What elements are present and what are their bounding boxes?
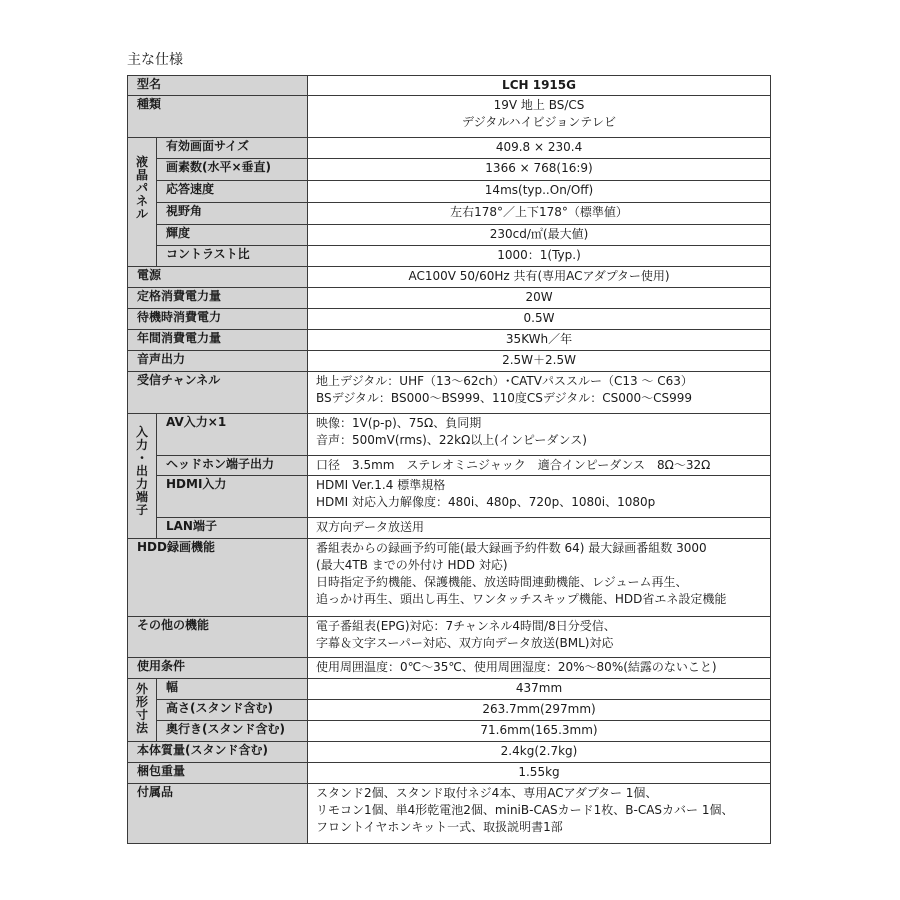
table-row bbox=[128, 351, 771, 372]
value-line: 字幕＆文字スーパー対応、双方向データ放送(BML)対応 bbox=[316, 636, 614, 650]
table-row bbox=[128, 476, 771, 518]
table-row bbox=[128, 539, 771, 617]
table-row bbox=[128, 330, 771, 351]
row-value bbox=[308, 539, 771, 617]
row-value bbox=[308, 96, 771, 138]
row-value: 1000：1(Typ.) bbox=[308, 246, 771, 267]
row-value: 1.55kg bbox=[308, 763, 771, 784]
row-value: 口径 3.5mm ステレオミニジャック 適合インピーダンス 8Ω～32Ω bbox=[308, 456, 771, 476]
row-label: LAN端子 bbox=[157, 518, 308, 539]
table-row bbox=[128, 203, 771, 225]
row-label: AV入力×1 bbox=[157, 414, 308, 456]
table-row bbox=[128, 309, 771, 330]
table-row bbox=[128, 267, 771, 288]
value-line: デジタルハイビジョンテレビ bbox=[462, 115, 616, 129]
value-line: HDMI 対応入力解像度：480i、480p、720p、1080i、1080p bbox=[316, 495, 656, 509]
table-row bbox=[128, 76, 771, 96]
io-group-label: 入 力 ・ 出 力 端 子 bbox=[128, 414, 157, 539]
row-label: 年間消費電力量 bbox=[128, 330, 308, 351]
row-value bbox=[308, 372, 771, 414]
row-value: 71.6mm(165.3mm) bbox=[308, 721, 771, 742]
row-label: 電源 bbox=[128, 267, 308, 288]
table-row bbox=[128, 658, 771, 679]
row-label: 本体質量(スタンド含む) bbox=[128, 742, 308, 763]
table-row bbox=[128, 225, 771, 246]
row-label: 高さ(スタンド含む) bbox=[157, 700, 308, 721]
value-line: (最大4TB までの外付け HDD 対応) bbox=[316, 558, 508, 572]
table-row bbox=[128, 679, 771, 700]
row-value: 20W bbox=[308, 288, 771, 309]
table-row bbox=[128, 246, 771, 267]
row-label: 梱包重量 bbox=[128, 763, 308, 784]
value-line: 地上デジタル：UHF（13～62ch）･CATVパススルー（C13 ～ C63） bbox=[316, 374, 693, 388]
table-row bbox=[128, 518, 771, 539]
table-row bbox=[128, 742, 771, 763]
row-value: 1366 × 768(16:9) bbox=[308, 159, 771, 181]
row-label: 使用条件 bbox=[128, 658, 308, 679]
row-label: 奥行き(スタンド含む) bbox=[157, 721, 308, 742]
row-label: 付属品 bbox=[128, 784, 308, 844]
row-value: AC100V 50/60Hz 共有(専用ACアダプター使用) bbox=[308, 267, 771, 288]
table-row bbox=[128, 784, 771, 844]
value-line: フロントイヤホンキット一式、取扱説明書1部 bbox=[316, 820, 563, 834]
row-label: 有効画面サイズ bbox=[157, 138, 308, 159]
row-label: 受信チャンネル bbox=[128, 372, 308, 414]
row-value: 409.8 × 230.4 bbox=[308, 138, 771, 159]
row-label: 応答速度 bbox=[157, 181, 308, 203]
value-line: 追っかけ再生、頭出し再生、ワンタッチスキップ機能、HDD省エネ設定機能 bbox=[316, 592, 727, 606]
row-label: 視野角 bbox=[157, 203, 308, 225]
row-label: 定格消費電力量 bbox=[128, 288, 308, 309]
row-value: 263.7mm(297mm) bbox=[308, 700, 771, 721]
table-row bbox=[128, 414, 771, 456]
row-label: コントラスト比 bbox=[157, 246, 308, 267]
row-label: 型名 bbox=[128, 76, 308, 96]
lcd-group-label: 液 晶 パ ネ ル bbox=[128, 138, 157, 267]
row-label: ヘッドホン端子出力 bbox=[157, 456, 308, 476]
row-value: 双方向データ放送用 bbox=[308, 518, 771, 539]
table-row bbox=[128, 372, 771, 414]
table-row bbox=[128, 763, 771, 784]
table-row bbox=[128, 617, 771, 658]
row-label: 幅 bbox=[157, 679, 308, 700]
row-value: 230cd/㎡(最大値) bbox=[308, 225, 771, 246]
value-line: 音声：500mV(rms)、22kΩ以上(インピーダンス) bbox=[316, 433, 587, 447]
table-row bbox=[128, 700, 771, 721]
table-row bbox=[128, 159, 771, 181]
page-title: 主な仕様 bbox=[127, 52, 183, 68]
value-line: スタンド2個、スタンド取付ネジ4本、専用ACアダプター 1個、 bbox=[316, 786, 658, 800]
row-value: 使用周囲温度：0℃～35℃、使用周囲湿度：20%～80%(結露のないこと) bbox=[308, 658, 771, 679]
row-value: 2.5W＋2.5W bbox=[308, 351, 771, 372]
row-value: 左右178°／上下178°（標準値） bbox=[308, 203, 771, 225]
table-row bbox=[128, 181, 771, 203]
table-row bbox=[128, 456, 771, 476]
value-line: 日時指定予約機能、保護機能、放送時間連動機能、レジューム再生、 bbox=[316, 575, 688, 589]
table-row bbox=[128, 288, 771, 309]
value-line: 映像：1V(p-p)、75Ω、負同期 bbox=[316, 416, 482, 430]
dimensions-group-label: 外 形 寸 法 bbox=[128, 679, 157, 742]
row-value: 0.5W bbox=[308, 309, 771, 330]
row-value bbox=[308, 476, 771, 518]
value-line: HDMI Ver.1.4 標準規格 bbox=[316, 478, 446, 492]
value-line: リモコン1個、単4形乾電池2個、miniB-CASカード1枚、B-CASカバー 1個、 bbox=[316, 803, 734, 817]
value-line: 番組表からの録画予約可能(最大録画予約件数 64) 最大録画番組数 3000 bbox=[316, 541, 707, 555]
row-label: HDD録画機能 bbox=[128, 539, 308, 617]
row-label: 待機時消費電力 bbox=[128, 309, 308, 330]
row-value: 2.4kg(2.7kg) bbox=[308, 742, 771, 763]
value-line: 電子番組表(EPG)対応：7チャンネル4時間/8日分受信、 bbox=[316, 619, 616, 633]
row-value: 35KWh／年 bbox=[308, 330, 771, 351]
row-value bbox=[308, 617, 771, 658]
row-label: その他の機能 bbox=[128, 617, 308, 658]
row-value: 14ms(typ..On/Off) bbox=[308, 181, 771, 203]
row-value: 437mm bbox=[308, 679, 771, 700]
table-row bbox=[128, 721, 771, 742]
spec-table bbox=[127, 75, 771, 844]
row-label: 種類 bbox=[128, 96, 308, 138]
table-row bbox=[128, 96, 771, 138]
table-row bbox=[128, 138, 771, 159]
row-value bbox=[308, 414, 771, 456]
row-label: 輝度 bbox=[157, 225, 308, 246]
row-label: 音声出力 bbox=[128, 351, 308, 372]
row-value bbox=[308, 784, 771, 844]
value-line: BSデジタル：BS000～BS999、110度CSデジタル：CS000～CS999 bbox=[316, 391, 693, 405]
row-label: 画素数(水平×垂直) bbox=[157, 159, 308, 181]
row-label: HDMI入力 bbox=[157, 476, 308, 518]
model-value: LCH 1915G bbox=[308, 76, 771, 96]
value-line: 19V 地上 BS/CS bbox=[493, 98, 585, 112]
